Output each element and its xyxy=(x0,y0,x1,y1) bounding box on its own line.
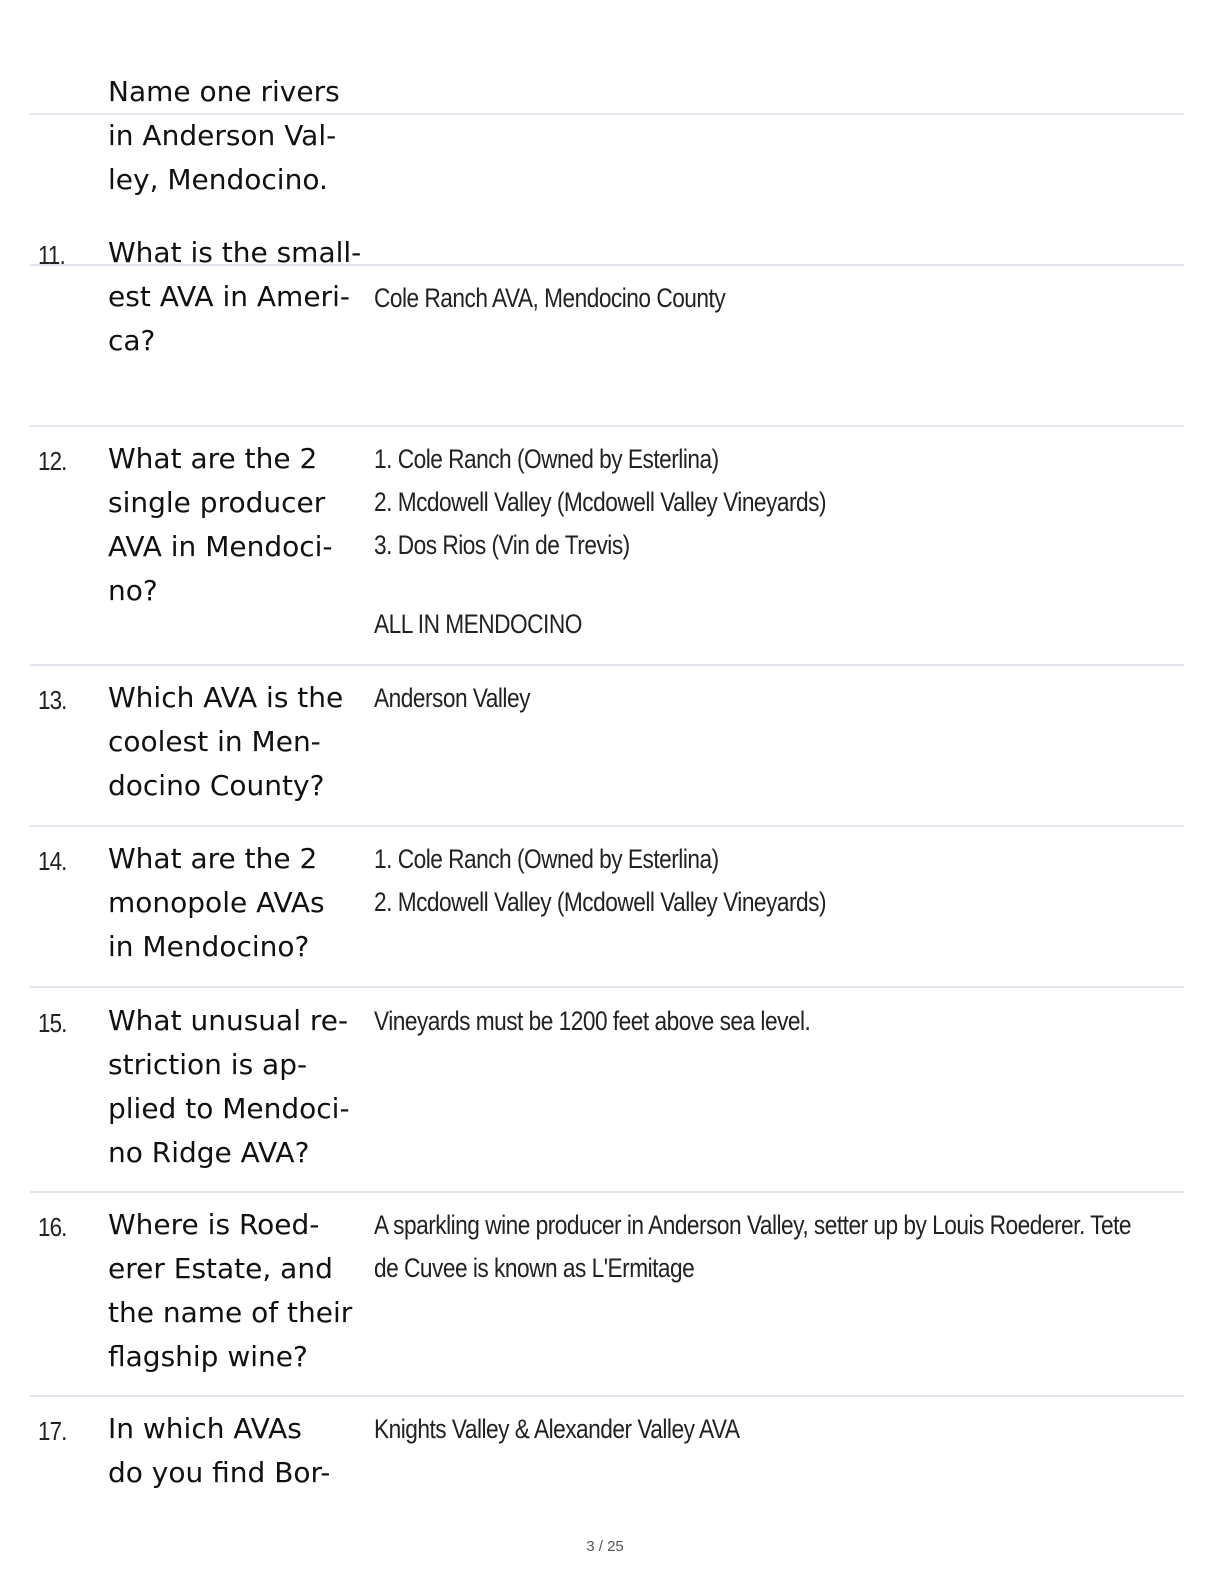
answer-line: Knights Valley & Alexander Valley AVA xyxy=(374,1414,740,1444)
question-text xyxy=(108,1407,370,1495)
question-text xyxy=(108,837,370,969)
answer-line: 2. Mcdowell Valley (Mcdowell Valley Vineyards) xyxy=(374,487,827,517)
question-line: in Mendocino? xyxy=(108,930,310,963)
question-line: do you find Bor- xyxy=(108,1456,331,1489)
answer-text xyxy=(374,677,530,720)
item-number: 12. xyxy=(38,446,67,476)
question-line: monopole AVAs xyxy=(108,886,325,919)
answer-text xyxy=(374,1000,810,1043)
item-number: 11. xyxy=(38,240,65,270)
answer-text xyxy=(374,277,725,320)
row-divider xyxy=(30,1191,1184,1193)
question-line: What are the 2 xyxy=(108,442,318,475)
answer-text xyxy=(374,838,826,924)
question-line: plied to Mendoci- xyxy=(108,1092,350,1125)
question-line: ca? xyxy=(108,324,156,357)
answer-line: 1. Cole Ranch (Owned by Esterlina) xyxy=(374,844,719,874)
question-text xyxy=(108,437,370,613)
question-line: in Anderson Val- xyxy=(108,119,337,152)
answer-note: ALL IN MENDOCINO xyxy=(374,609,582,639)
question-line: AVA in Mendoci- xyxy=(108,530,333,563)
answer-line: 1. Cole Ranch (Owned by Esterlina) xyxy=(374,444,719,474)
question-line: no? xyxy=(108,574,158,607)
item-number: 16. xyxy=(38,1212,67,1242)
question-text xyxy=(108,231,370,363)
row-divider xyxy=(30,664,1184,666)
question-line: Which AVA is the xyxy=(108,681,344,714)
answer-line: 3. Dos Rios (Vin de Trevis) xyxy=(374,530,630,560)
question-line: What unusual re- xyxy=(108,1004,349,1037)
question-line: What is the small- xyxy=(108,236,362,269)
question-line: In which AVAs xyxy=(108,1412,302,1445)
question-text xyxy=(108,676,370,808)
question-line: ley, Mendocino. xyxy=(108,163,328,196)
row-divider xyxy=(30,986,1184,988)
row-divider xyxy=(30,425,1184,427)
item-number: 15. xyxy=(38,1008,67,1038)
question-line: single producer xyxy=(108,486,326,519)
question-line: erer Estate, and xyxy=(108,1252,333,1285)
answer-line: 2. Mcdowell Valley (Mcdowell Valley Vineyards) xyxy=(374,887,827,917)
item-number: 14. xyxy=(38,846,67,876)
question-line: docino County? xyxy=(108,769,325,802)
question-line: flagship wine? xyxy=(108,1340,308,1373)
answer-text xyxy=(374,438,826,567)
answer-text xyxy=(374,1408,739,1451)
question-line: Name one rivers xyxy=(108,75,340,108)
item-number: 13. xyxy=(38,685,67,715)
question-line: Where is Roed- xyxy=(108,1208,320,1241)
answer-line: Cole Ranch AVA, Mendocino County xyxy=(374,283,726,313)
page-number: 3 / 25 xyxy=(586,1538,624,1555)
question-line: no Ridge AVA? xyxy=(108,1136,310,1169)
answer-line: de Cuvee is known as L'Ermitage xyxy=(374,1253,695,1283)
question-line: What are the 2 xyxy=(108,842,318,875)
question-text xyxy=(108,70,370,202)
row-divider xyxy=(30,825,1184,827)
row-divider xyxy=(30,1395,1184,1397)
question-text xyxy=(108,999,370,1175)
question-line: striction is ap- xyxy=(108,1048,308,1081)
answer-line: Vineyards must be 1200 feet above sea level. xyxy=(374,1006,811,1036)
item-number: 17. xyxy=(38,1416,67,1446)
answer-line: Anderson Valley xyxy=(374,683,530,713)
question-line: est AVA in Ameri- xyxy=(108,280,350,313)
answer-text xyxy=(374,1204,1131,1290)
question-line: coolest in Men- xyxy=(108,725,321,758)
question-line: the name of their xyxy=(108,1296,353,1329)
answer-line: A sparkling wine producer in Anderson Valley, setter up by Louis Roederer. Tete xyxy=(374,1210,1131,1240)
question-text xyxy=(108,1203,370,1379)
